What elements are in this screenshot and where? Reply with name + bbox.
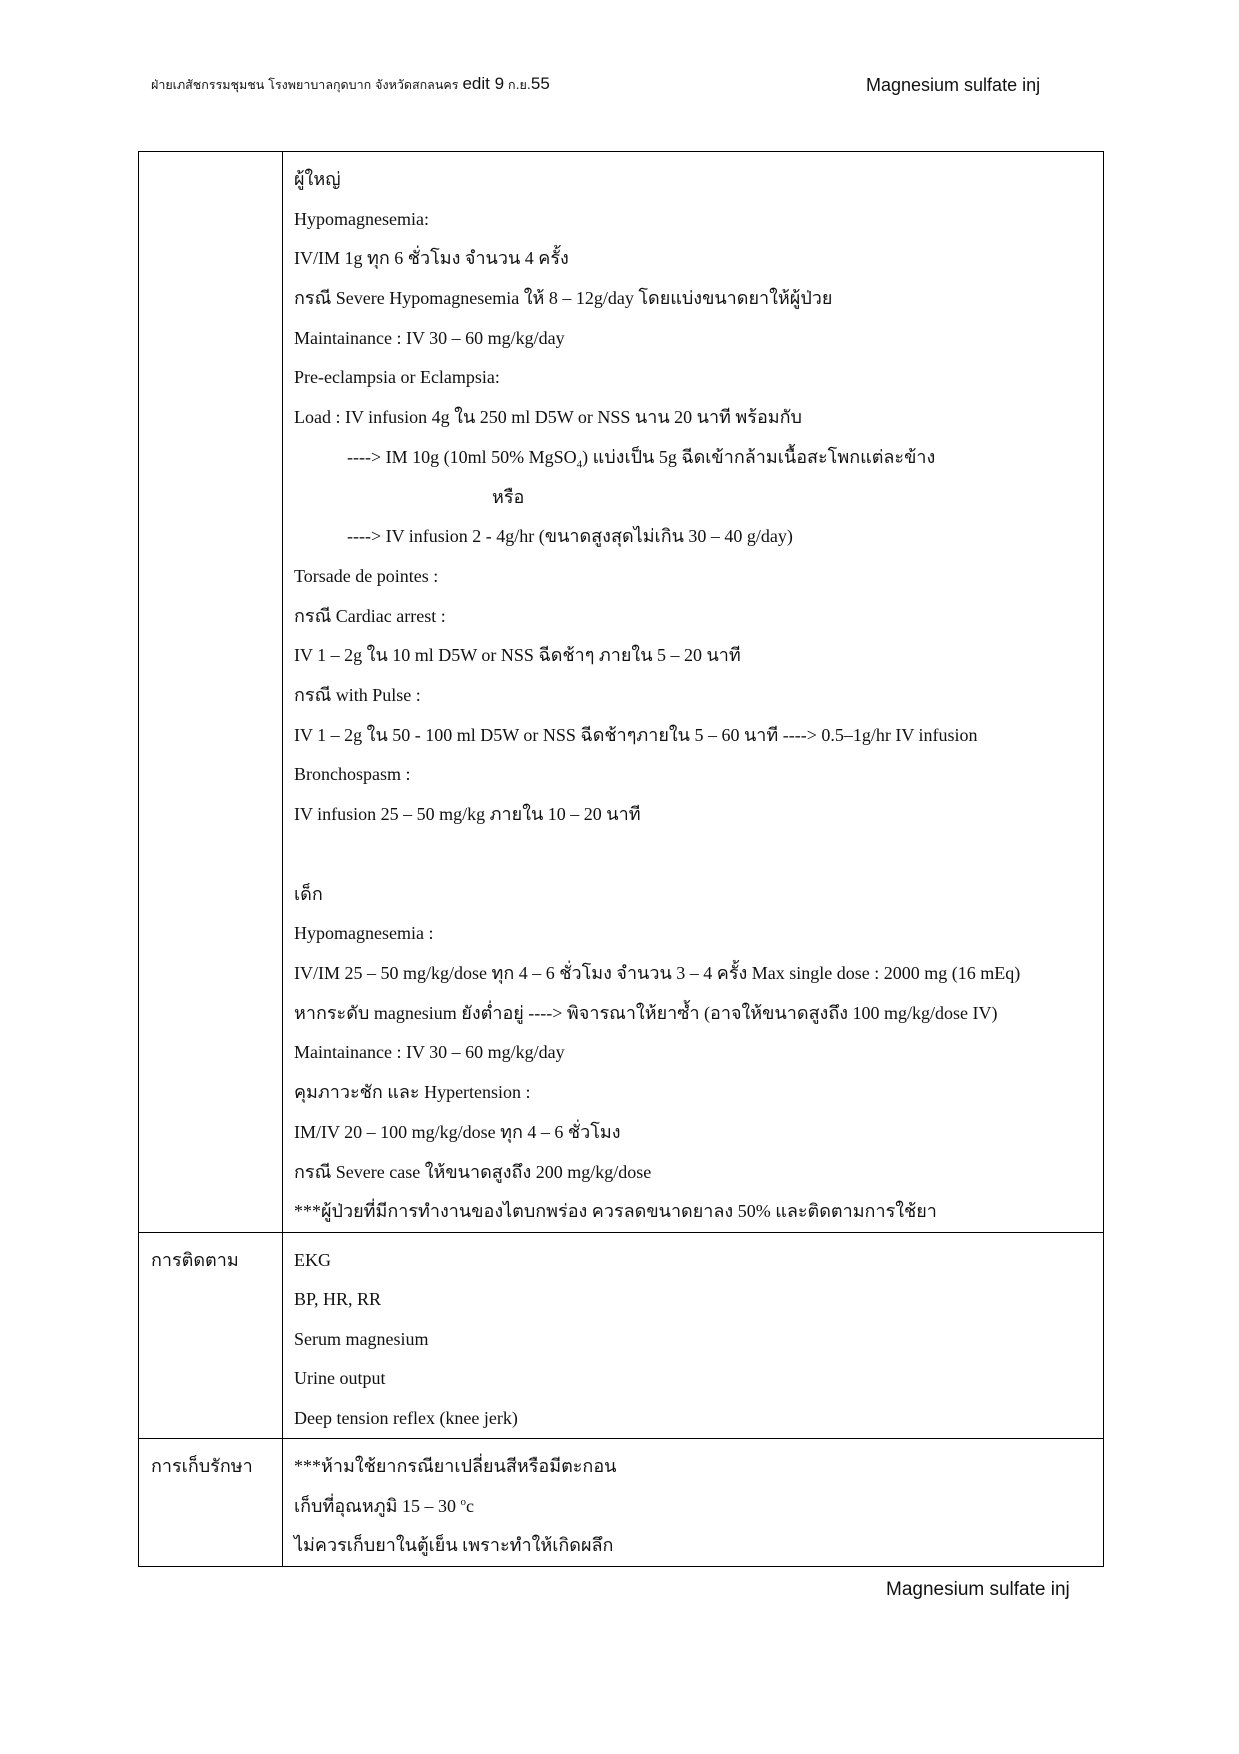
- pre-eclampsia-line-1: Load : IV infusion 4g ใน 250 ml D5W or NSS นาน 20 นาที พร้อมกับ: [294, 407, 802, 428]
- monitoring-row: [139, 1232, 1104, 1439]
- torsade-title: Torsade de pointes :: [294, 565, 439, 586]
- pre-eclampsia-or: หรือ: [492, 486, 525, 507]
- pre-eclampsia-line-3: ----> IV infusion 2 - 4g/hr (ขนาดสูงสุดไม่เกิน 30 – 40 g/day): [347, 526, 793, 547]
- with-pulse-line: IV 1 – 2g ใน 50 - 100 ml D5W or NSS ฉีดช้าๆภายใน 5 – 60 นาที ----> 0.5–1g/hr IV infusion: [294, 724, 978, 745]
- header-year: 55: [530, 74, 550, 93]
- bronchospasm-title: Bronchospasm :: [294, 764, 411, 785]
- child-hypo-title: Hypomagnesemia :: [294, 923, 434, 944]
- storage-temp-text: เก็บที่อุณหภูมิ 15 – 30: [294, 1495, 456, 1516]
- hypo-line-3: Maintainance : IV 30 – 60 mg/kg/day: [294, 327, 565, 348]
- storage-line-1: ***ห้ามใช้ยากรณียาเปลี่ยนสีหรือมีตะกอน: [294, 1456, 617, 1477]
- with-pulse-title: กรณี with Pulse :: [294, 684, 421, 705]
- seizure-line-2: กรณี Severe case ให้ขนาดสูงถึง 200 mg/kg/dose: [294, 1161, 652, 1182]
- renal-note: ***ผู้ป่วยที่มีการทำงานของไตบกพร่อง ควรลดขนาดยาลง 50% และติดตามการใช้ยา: [294, 1201, 937, 1222]
- degree-sign: o: [460, 1495, 466, 1508]
- monitoring-item: BP, HR, RR: [294, 1289, 382, 1310]
- child-title: เด็ก: [294, 883, 323, 904]
- pre-line-2-subscript: 4: [576, 458, 583, 471]
- header-department: ฝ่ายเภสัชกรรมชุมชน โรงพยาบาลกุดบาก จังหวัดสกลนคร: [151, 77, 459, 92]
- dosage-content-cell: [283, 152, 1104, 1233]
- monitoring-content-cell: [283, 1232, 1104, 1439]
- monitoring-item: Urine output: [294, 1368, 386, 1389]
- hypo-title: Hypomagnesemia:: [294, 208, 429, 229]
- footer-drug-name: Magnesium sulfate inj: [886, 1579, 1070, 1600]
- pre-line-2-b: ) แบ่งเป็น 5g ฉีดเข้ากล้ามเนื้อสะโพกแต่ละข้าง: [582, 446, 936, 467]
- child-hypo-line-1: IV/IM 25 – 50 mg/kg/dose ทุก 4 – 6 ชั่วโมง จำนวน 3 – 4 ครั้ง Max single dose : 2000 mg (16 mEq): [294, 963, 1021, 984]
- storage-line-3: ไม่ควรเก็บยาในตู้เย็น เพราะทำให้เกิดผลึก: [294, 1535, 614, 1556]
- spacer: [294, 835, 1093, 875]
- monitoring-item: EKG: [294, 1249, 331, 1270]
- monitoring-item: Serum magnesium: [294, 1328, 429, 1349]
- monitoring-item: Deep tension reflex (knee jerk): [294, 1407, 518, 1428]
- header-drug-name: Magnesium sulfate inj: [866, 75, 1041, 95]
- storage-content-cell: [283, 1439, 1104, 1567]
- header-month: ก.ย.: [508, 77, 531, 92]
- seizure-line-1: IM/IV 20 – 100 mg/kg/dose ทุก 4 – 6 ชั่วโมง: [294, 1121, 621, 1142]
- dosage-row: [139, 152, 1104, 1233]
- cardiac-arrest-title: กรณี Cardiac arrest :: [294, 605, 446, 626]
- hypo-line-1: IV/IM 1g ทุก 6 ชั่วโมง จำนวน 4 ครั้ง: [294, 248, 569, 269]
- storage-temp-unit: c: [465, 1495, 474, 1516]
- pre-eclampsia-line-2: [294, 438, 1093, 478]
- cardiac-arrest-line: IV 1 – 2g ใน 10 ml D5W or NSS ฉีดช้าๆ ภายใน 5 – 20 นาที: [294, 645, 741, 666]
- pre-eclampsia-title: Pre-eclampsia or Eclampsia:: [294, 367, 500, 388]
- dosage-label-cell: [139, 152, 283, 1233]
- storage-label: การเก็บรักษา: [139, 1439, 283, 1567]
- seizure-title: คุมภาวะชัก และ Hypertension :: [294, 1082, 531, 1103]
- child-hypo-line-2: หากระดับ magnesium ยังต่ำอยู่ ----> พิจารณาให้ยาซ้ำ (อาจให้ขนาดสูงถึง 100 mg/kg/dose IV): [294, 1002, 998, 1023]
- header-left: [151, 74, 550, 95]
- storage-line-2: [294, 1487, 1093, 1527]
- hypo-line-2: กรณี Severe Hypomagnesemia ให้ 8 – 12g/day โดยแบ่งขนาดยาให้ผู้ป่วย: [294, 288, 833, 309]
- drug-info-table: [138, 151, 1104, 1567]
- pre-line-2-a: ----> IM 10g (10ml 50% MgSO: [347, 446, 577, 467]
- monitoring-label: การติดตาม: [139, 1232, 283, 1439]
- adult-title: ผู้ใหญ่: [294, 169, 341, 189]
- bronchospasm-line: IV infusion 25 – 50 mg/kg ภายใน 10 – 20 นาที: [294, 804, 641, 824]
- storage-row: [139, 1439, 1104, 1567]
- child-hypo-line-3: Maintainance : IV 30 – 60 mg/kg/day: [294, 1042, 565, 1063]
- header-edit: edit 9: [462, 74, 505, 93]
